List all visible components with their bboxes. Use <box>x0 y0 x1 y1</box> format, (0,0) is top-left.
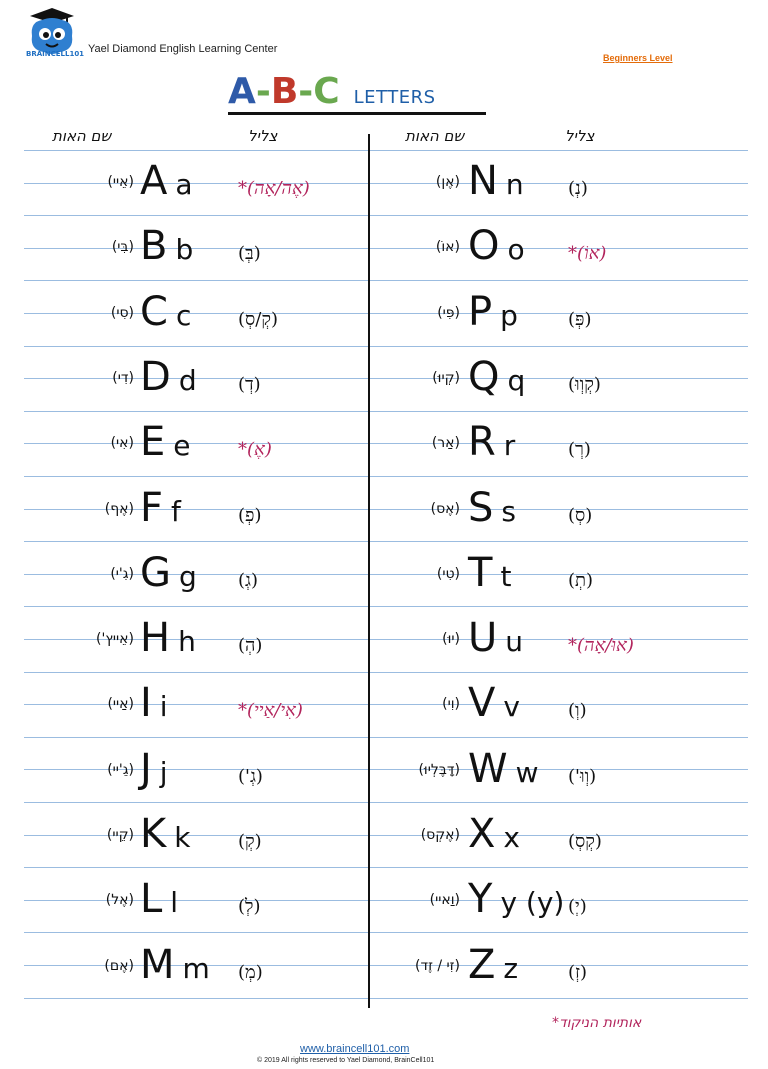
title-letter-b: B <box>270 71 299 112</box>
letter-pair <box>468 354 525 400</box>
letter-pair <box>468 550 511 596</box>
letter-name: (זִי / זֶד) <box>414 957 460 974</box>
page-title <box>228 70 436 114</box>
letter-name: (גִ'י) <box>110 565 134 582</box>
letter-name: (גֵ'יי) <box>107 761 134 778</box>
letter-pair <box>468 746 538 792</box>
letter-sound: (קְ/סְ) <box>238 308 278 330</box>
letter-pair <box>468 419 515 465</box>
lowercase-letter: s <box>501 494 516 528</box>
letter-sound: (בְּ) <box>238 243 261 265</box>
letter-name: (אַר) <box>431 435 460 452</box>
uppercase-letter: J <box>140 745 152 792</box>
letter-pair <box>468 223 525 269</box>
title-dash-1: - <box>255 71 271 112</box>
letter-sound: (אוּ/אָה)* <box>568 635 634 657</box>
uppercase-letter: V <box>468 680 496 727</box>
letter-name: (טִי) <box>436 565 460 582</box>
lowercase-letter: f <box>171 494 181 528</box>
letter-sound: (וְוּ') <box>568 765 597 787</box>
letter-pair <box>140 811 190 857</box>
title-subtitle: LETTERS <box>353 87 436 108</box>
title-letter-c: C <box>313 71 340 112</box>
lowercase-letter: h <box>178 625 196 659</box>
letter-sound: (אוֹ)* <box>568 243 607 265</box>
rule-line <box>24 737 748 738</box>
title-underline <box>228 112 486 115</box>
letter-pair <box>468 615 523 661</box>
rule-line <box>24 215 748 216</box>
letter-pair <box>140 419 191 465</box>
letter-pair <box>468 811 520 857</box>
letter-pair <box>468 680 520 726</box>
uppercase-letter: R <box>468 419 496 466</box>
lowercase-letter: b <box>175 233 194 267</box>
uppercase-letter: L <box>140 876 163 923</box>
rule-line <box>24 150 748 151</box>
title-letter-a: A <box>228 71 256 112</box>
uppercase-letter: O <box>468 223 500 270</box>
uppercase-letter: S <box>468 484 494 531</box>
copyright: © 2019 All rights reserved to Yael Diamond, BrainCell101 <box>257 1057 435 1064</box>
uppercase-letter: N <box>468 158 498 204</box>
uppercase-letter: U <box>468 615 498 662</box>
uppercase-letter: T <box>468 549 493 596</box>
uppercase-letter: I <box>140 680 152 727</box>
lowercase-letter: p <box>500 298 518 332</box>
lowercase-letter: d <box>178 363 197 397</box>
letter-name: (אֵייץ') <box>96 631 134 648</box>
letter-name: (אִי) <box>110 435 134 452</box>
center-name: Yael Diamond English Learning Center <box>88 43 278 55</box>
letter-sound: (גְ) <box>238 569 258 591</box>
lowercase-letter: o <box>507 233 525 267</box>
letter-name: (בִּי) <box>111 239 134 256</box>
website-link[interactable]: www.braincell101.com <box>300 1043 410 1055</box>
letter-name: (אֶן) <box>435 174 460 190</box>
lowercase-letter: j <box>159 755 168 789</box>
lowercase-letter: k <box>174 821 191 854</box>
uppercase-letter: P <box>468 288 493 335</box>
uppercase-letter: H <box>140 615 171 662</box>
uppercase-letter: A <box>140 158 168 204</box>
letter-pair <box>140 680 168 726</box>
letter-name: (פִּי) <box>437 304 460 321</box>
letter-sound: (קְוְוּ) <box>568 373 601 395</box>
left-sound-header: צליל <box>248 127 278 145</box>
uppercase-letter: C <box>140 288 168 335</box>
letter-sound: (הְ) <box>238 635 263 657</box>
letter-sound: (נְ) <box>568 178 588 199</box>
footnote: *אותיות הניקוד <box>552 1015 642 1031</box>
lowercase-letter: x <box>503 821 520 854</box>
letter-name: (וַאיי) <box>429 892 460 909</box>
lowercase-letter: t <box>500 559 512 593</box>
uppercase-letter: K <box>140 811 167 857</box>
letter-sound: (וְ) <box>568 700 587 722</box>
lowercase-letter: i <box>159 690 168 724</box>
lowercase-letter: m <box>182 951 210 985</box>
lowercase-letter: a <box>175 168 193 201</box>
letter-sound: (גְ') <box>238 765 263 787</box>
letter-name: (וִי) <box>442 696 460 713</box>
rule-line <box>24 411 748 412</box>
letter-pair <box>468 485 516 531</box>
uppercase-letter: Y <box>468 876 493 923</box>
letter-sound: (לְ) <box>238 896 261 918</box>
letter-name: (קְיוּ) <box>432 369 460 386</box>
letter-name: (אַיי) <box>107 696 134 713</box>
letter-pair <box>140 223 193 269</box>
rule-line <box>24 346 748 347</box>
letter-name: (קֵיי) <box>106 827 134 843</box>
letter-sound: (קְ) <box>238 831 262 852</box>
letter-sound: (פְּ) <box>568 308 592 330</box>
letter-sound: (סְ) <box>568 504 593 526</box>
lowercase-letter: g <box>179 559 197 593</box>
letter-pair <box>468 289 518 335</box>
right-sound-header: צליל <box>565 127 595 145</box>
letter-sound: (מְ) <box>238 961 263 983</box>
letter-sound: (פְ) <box>238 504 262 526</box>
letter-pair <box>140 289 191 335</box>
letter-sound: (אֶה/אָה)* <box>238 178 310 199</box>
lowercase-letter: r <box>503 429 516 463</box>
level-label: Beginners Level <box>603 53 673 63</box>
rule-line <box>24 541 748 542</box>
lowercase-letter: n <box>505 168 524 201</box>
uppercase-letter: M <box>140 941 175 988</box>
letter-name: (יוּ) <box>442 631 460 648</box>
letter-name: (אֶקְס) <box>420 827 460 843</box>
letter-pair <box>140 550 197 596</box>
letter-sound: (דְ) <box>238 373 261 395</box>
uppercase-letter: Q <box>468 353 500 400</box>
letter-sound: (תְ) <box>568 569 594 591</box>
letter-sound: (יְ) <box>568 896 587 918</box>
letter-name: (אוֹ) <box>435 239 460 256</box>
uppercase-letter: Z <box>468 941 496 988</box>
lowercase-letter: v <box>503 690 520 724</box>
letter-pair <box>140 746 168 792</box>
uppercase-letter: G <box>140 549 171 596</box>
letter-name: (דִי) <box>112 369 134 386</box>
letter-name: (אֶל) <box>105 892 134 909</box>
letter-sound: (זְ) <box>568 961 588 983</box>
uppercase-letter: E <box>140 419 166 466</box>
column-divider <box>368 134 370 1008</box>
letter-pair <box>468 876 564 922</box>
rule-line <box>24 672 748 673</box>
letter-pair <box>140 615 196 661</box>
rule-line <box>24 932 748 933</box>
lowercase-letter: z <box>503 951 519 985</box>
letter-name: (אֶף) <box>104 500 134 517</box>
logo-text: BRAINCELL101 <box>26 50 85 58</box>
lowercase-letter: e <box>173 429 191 463</box>
uppercase-letter: X <box>468 811 496 857</box>
letter-pair <box>468 942 518 988</box>
uppercase-letter: B <box>140 223 168 270</box>
left-name-header: שם האות <box>52 127 112 145</box>
letter-pair <box>140 876 178 922</box>
title-dash-2: - <box>298 71 314 112</box>
letter-pair <box>140 158 193 204</box>
rule-line <box>24 280 748 281</box>
letter-pair <box>140 942 210 988</box>
letter-sound: (רְ) <box>568 439 591 461</box>
letter-name: (אֶס) <box>430 500 460 517</box>
lowercase-letter: u <box>505 625 524 659</box>
uppercase-letter: F <box>140 484 164 531</box>
right-name-header: שם האות <box>405 127 465 145</box>
letter-name: (אֶם) <box>104 957 134 974</box>
rule-line <box>24 998 748 999</box>
lowercase-letter: y (y) <box>500 886 565 920</box>
letter-sound: (אֶ)* <box>238 439 272 461</box>
lowercase-letter: q <box>507 363 526 397</box>
lowercase-letter: w <box>515 755 539 789</box>
rule-line <box>24 606 748 607</box>
letter-name: (דָּבֶּלְיוּ) <box>418 761 460 778</box>
uppercase-letter: D <box>140 353 171 400</box>
uppercase-letter: W <box>468 745 508 792</box>
letter-sound: (אִי/אַיי)* <box>238 700 303 722</box>
letter-name: (סִי) <box>110 304 134 321</box>
letter-pair <box>140 354 197 400</box>
letter-name: (אֵיי) <box>107 174 134 190</box>
lowercase-letter: c <box>175 298 192 332</box>
rule-line <box>24 476 748 477</box>
rule-line <box>24 867 748 868</box>
letter-pair <box>140 485 181 531</box>
rule-line <box>24 802 748 803</box>
letter-pair <box>468 158 524 204</box>
letter-sound: (קְסְ) <box>568 831 602 852</box>
lowercase-letter: l <box>170 886 179 920</box>
